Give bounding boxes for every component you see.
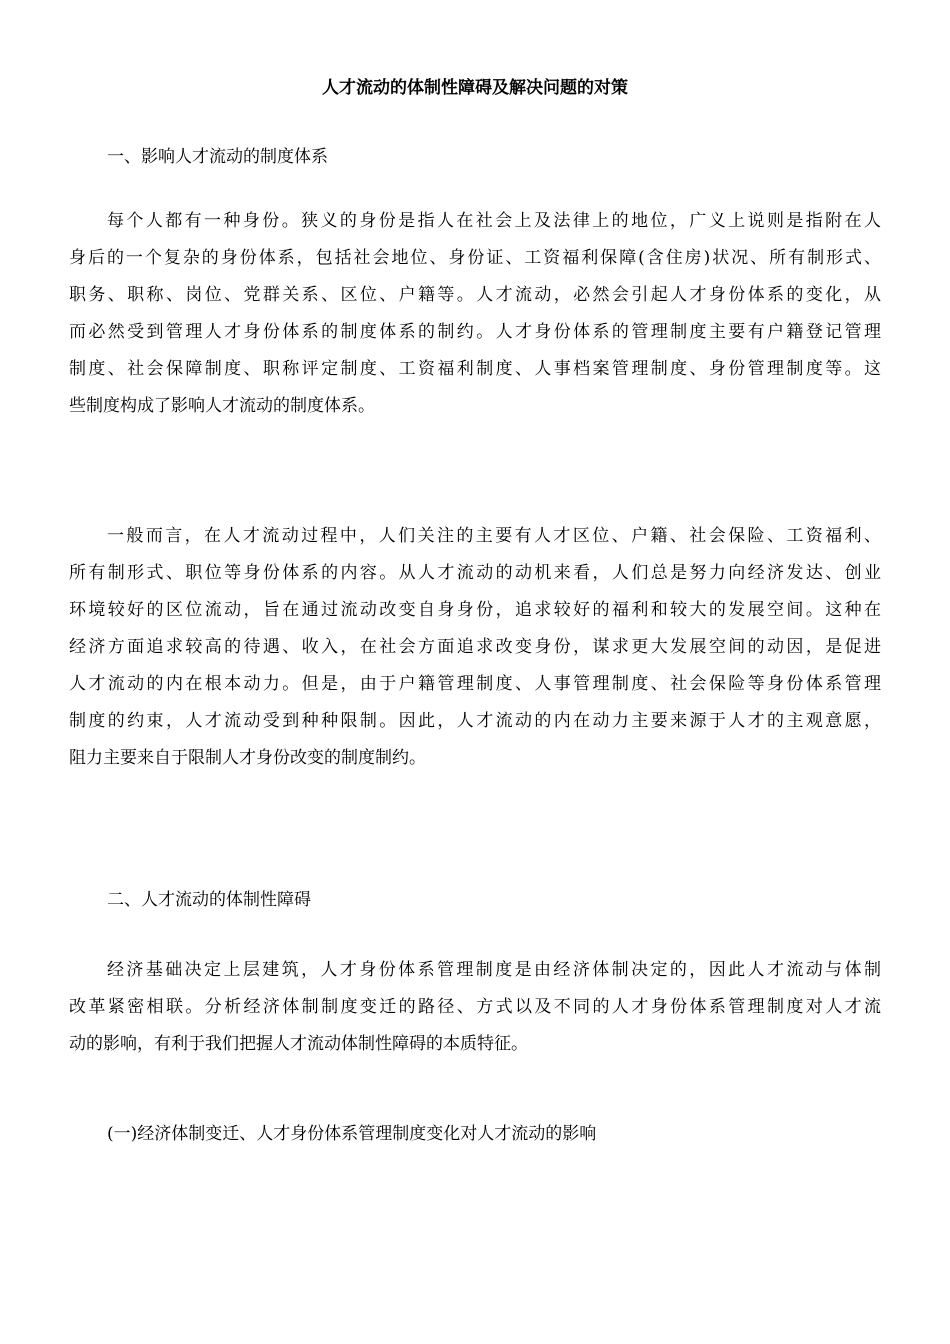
section-heading-2: 二、人才流动的体制性障碍 (107, 890, 311, 910)
paragraph-line: 改革紧密相联。分析经济体制制度变迁的路径、方式以及不同的人才身份体系管理制度对人才流 (69, 997, 881, 1017)
section-heading-1: 一、影响人才流动的制度体系 (107, 147, 328, 167)
paragraph-line: 经济方面追求较高的待遇、收入，在社会方面追求改变身份，谋求更大发展空间的动因，是促进 (69, 637, 881, 657)
paragraph-line: 动的影响，有利于我们把握人才流动体制性障碍的本质特征。 (69, 1034, 528, 1054)
paragraph-line: 经济基础决定上层建筑，人才身份体系管理制度是由经济体制决定的，因此人才流动与体制 (107, 960, 881, 980)
paragraph-line: 环境较好的区位流动，旨在通过流动改变自身身份，追求较好的福利和较大的发展空间。这种在 (69, 600, 881, 620)
paragraph-1 (69, 203, 881, 425)
paragraph-2 (69, 518, 881, 777)
paragraph-line: 一般而言，在人才流动过程中，人们关注的主要有人才区位、户籍、社会保险、工资福利、 (107, 526, 881, 546)
paragraph-line: 所有制形式、职位等身份体系的内容。从人才流动的动机来看，人们总是努力向经济发达、创业 (69, 563, 881, 583)
paragraph-line: 些制度构成了影响人才流动的制度体系。 (69, 396, 375, 416)
paragraph-line: 人才流动的内在根本动力。但是，由于户籍管理制度、人事管理制度、社会保险等身份体系管理 (69, 674, 881, 694)
paragraph-line: 而必然受到管理人才身份体系的制度体系的制约。人才身份体系的管理制度主要有户籍登记管理 (69, 322, 881, 342)
paragraph-line: 职务、职称、岗位、党群关系、区位、户籍等。人才流动，必然会引起人才身份体系的变化，从 (69, 285, 881, 305)
paragraph-line: 制度、社会保障制度、职称评定制度、工资福利制度、人事档案管理制度、身份管理制度等。这 (69, 359, 881, 379)
paragraph-line: 阻力主要来自于限制人才身份改变的制度制约。 (69, 748, 426, 768)
paragraph-line: 每个人都有一种身份。狭义的身份是指人在社会上及法律上的地位，广义上说则是指附在人 (107, 211, 881, 231)
paragraph-line: 身后的一个复杂的身份体系，包括社会地位、身份证、工资福利保障(含住房)状况、所有制形式、 (69, 248, 881, 268)
paragraph-line: 制度的约束，人才流动受到种种限制。因此，人才流动的内在动力主要来源于人才的主观意愿， (69, 711, 881, 731)
paragraph-3 (69, 952, 881, 1063)
document-title: 人才流动的体制性障碍及解决问题的对策 (322, 78, 628, 98)
subsection-heading-1: (一)经济体制变迁、人才身份体系管理制度变化对人才流动的影响 (107, 1124, 597, 1144)
